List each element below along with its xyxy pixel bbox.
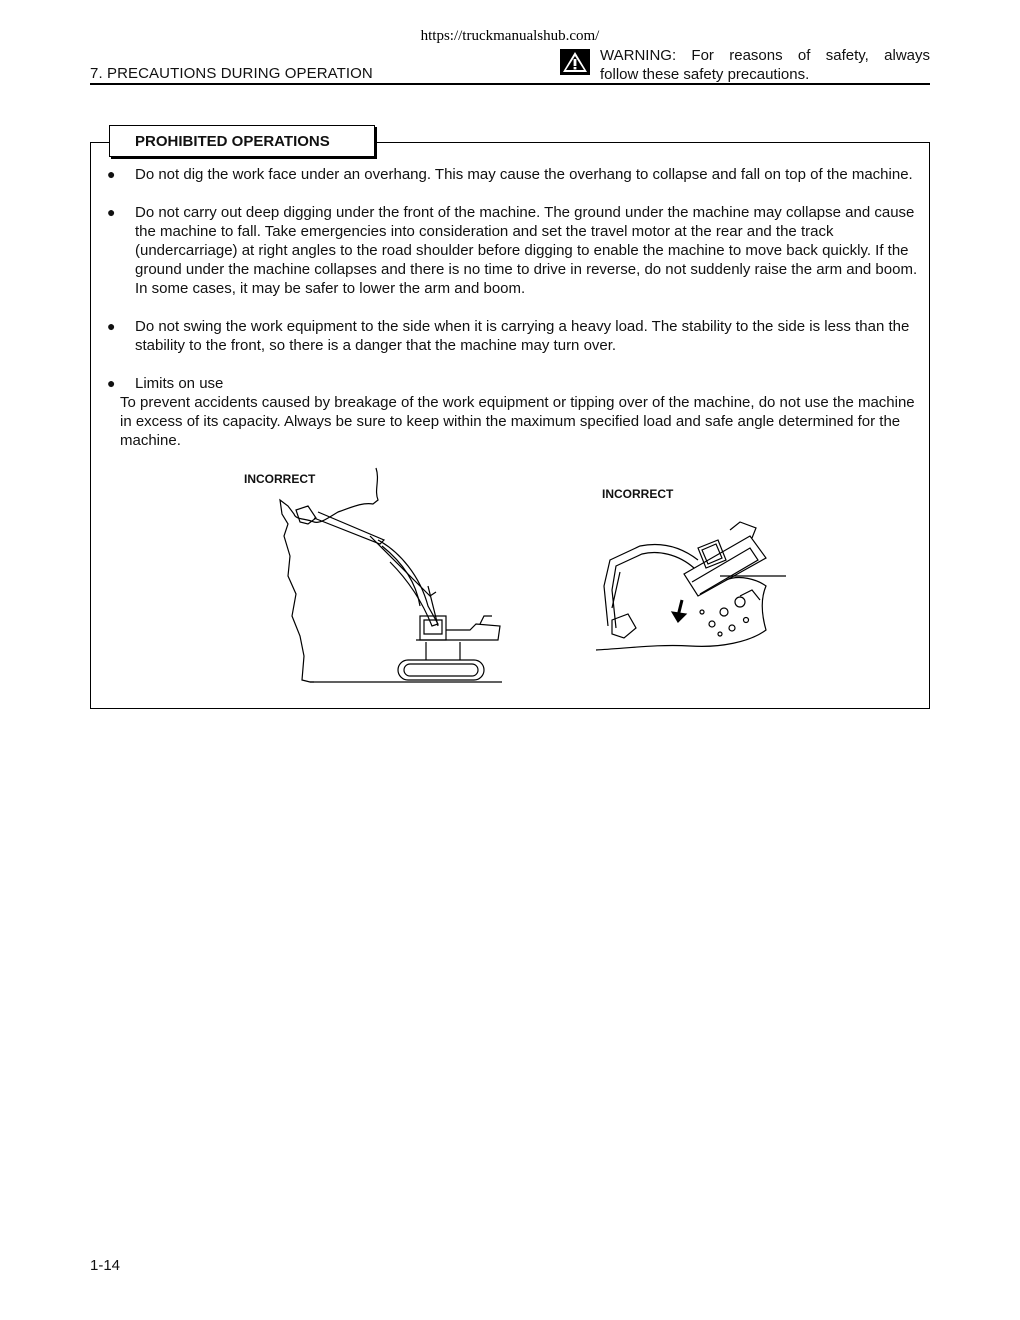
header-rule [90,83,930,85]
list-item [100,374,930,450]
source-url[interactable]: https://truckmanualshub.com/ [420,28,600,44]
page-number: 1-14 [90,1257,121,1274]
bullet-text: Do not dig the work face under an overhang. This may cause the overhang to collapse and fall on top of the machine. [135,166,913,183]
bullet-body-text: To prevent accidents caused by breakage of the work equipment or tipping over of the machine, do not use the machine in excess of its capacity. Always be sure to keep within the maximum specified load and safe angle determined for the machine. [120,394,915,449]
box-title: PROHIBITED OPERATIONS [109,125,375,157]
bullet-text: Do not swing the work equipment to the side when it is carrying a heavy load. The stability to the side is less than the stability to the front, so there is a danger that the machine may turn over. [135,318,910,354]
bullet-icon: ● [107,204,116,220]
figure-label-left: INCORRECT [244,472,316,486]
bullet-icon: ● [107,375,116,391]
list-item [100,165,930,184]
bullet-icon: ● [107,166,116,182]
warning-word: of [797,47,811,64]
warning-word: safety, [825,47,869,64]
list-item [100,203,930,298]
bullet-list [100,165,930,450]
section-title: 7. PRECAUTIONS DURING OPERATION [90,65,373,82]
warning-word: WARNING: [600,47,677,64]
bullet-icon: ● [107,318,116,334]
warning-word: always [884,47,930,64]
warning-triangle-icon [560,49,590,75]
warning-word: For [691,47,714,64]
warning-notice [600,46,930,84]
tipping-over-illustration [590,516,790,656]
warning-line-2: follow these safety precautions. [600,66,810,83]
warning-word: reasons [729,47,783,64]
bullet-text: Do not carry out deep digging under the front of the machine. The ground under the machine may collapse and cause the machine to fall. Take emergencies into consideration and set the travel motor at the rear and the track (undercarriage) at right angles to the road shoulder before digging to enable the machine to move back quickly. If the ground under the machine collapses and there is no time to drive in reverse, do not suddenly raise the arm and boom. In some cases, it may be safer to lower the arm and boom. [135,204,918,297]
overhang-digging-illustration [270,466,510,686]
bullet-text: Limits on use [135,375,224,392]
figure-label-right: INCORRECT [602,487,674,501]
list-item [100,317,930,355]
